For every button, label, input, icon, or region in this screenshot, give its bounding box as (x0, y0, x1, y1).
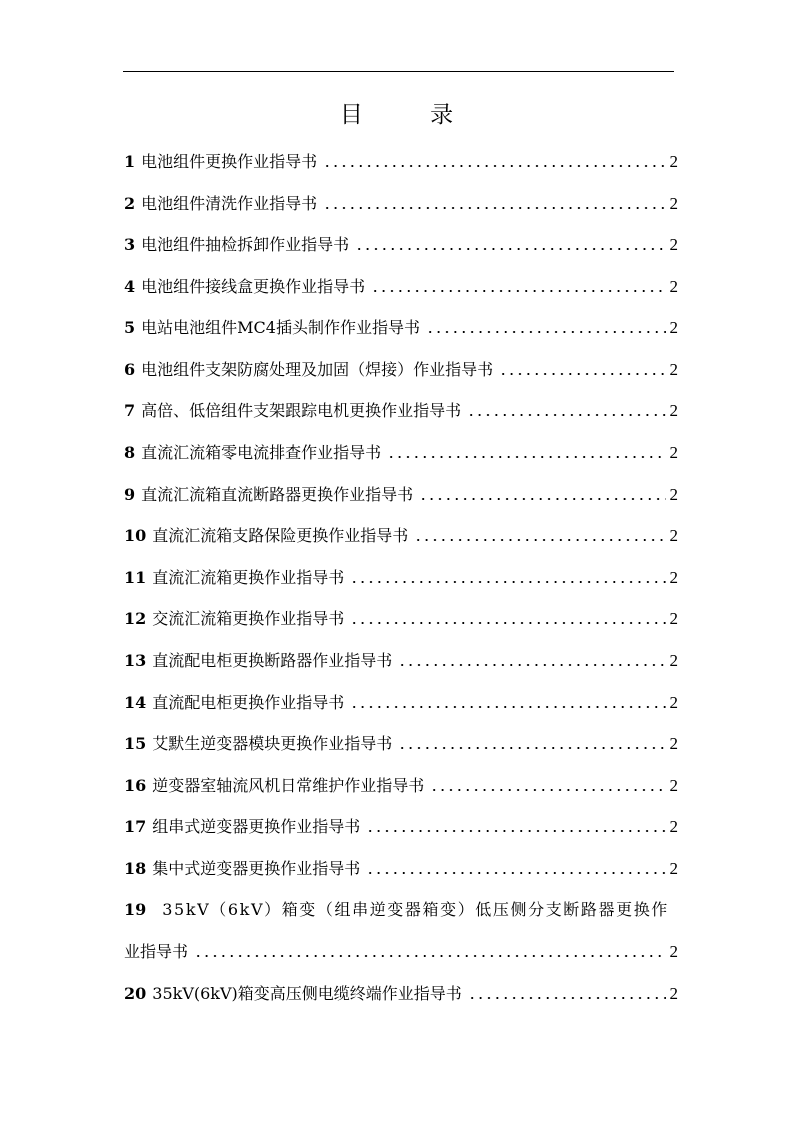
toc-entry-7[interactable] (124, 393, 680, 421)
toc-entry-number: 6 (124, 360, 136, 379)
dot-leader (350, 621, 665, 625)
toc-entry-17[interactable] (124, 809, 680, 837)
toc-entry-title: 电池组件抽检拆卸作业指导书 (141, 235, 350, 254)
toc-entry-title: 直流汇流箱支路保险更换作业指导书 (152, 526, 409, 545)
toc-entry-number: 7 (124, 401, 136, 420)
toc-entry-18[interactable] (124, 851, 680, 879)
toc-entry-title: 直流配电柜更换作业指导书 (152, 693, 345, 712)
toc-entry-4[interactable] (124, 269, 680, 297)
toc-entry-number: 8 (124, 443, 136, 462)
toc-entry-19-line1 (124, 892, 680, 920)
dot-leader (468, 996, 666, 1000)
toc-entry-title: 集中式逆变器更换作业指导书 (152, 859, 361, 878)
toc-entry-number: 13 (124, 651, 147, 670)
dot-leader (323, 164, 665, 168)
dot-leader (499, 372, 665, 376)
toc-entry-15[interactable] (124, 726, 680, 754)
dot-leader (430, 788, 665, 792)
dot-leader (467, 413, 665, 417)
toc-entry-page: 2 (669, 651, 678, 670)
toc-entry-page: 2 (669, 942, 678, 961)
toc-entry-page: 2 (669, 360, 678, 379)
dot-leader (323, 206, 665, 210)
dot-leader (366, 871, 665, 875)
dot-leader (387, 455, 665, 459)
toc-entry-number: 4 (124, 277, 136, 296)
toc-entry-number: 19 (124, 900, 147, 919)
toc-entry-title: 组串式逆变器更换作业指导书 (152, 817, 361, 836)
dot-leader (350, 580, 665, 584)
toc-entry-page: 2 (669, 734, 678, 753)
toc-entry-title: 35kV(6kV)箱变高压侧电缆终端作业指导书 (152, 984, 462, 1003)
toc-entry-10[interactable] (124, 518, 680, 546)
toc-entry-title: 逆变器室轴流风机日常维护作业指导书 (152, 776, 425, 795)
toc-entry-title: 直流汇流箱更换作业指导书 (152, 568, 345, 587)
toc-entry-page: 2 (669, 485, 678, 504)
toc-entry-number: 11 (124, 568, 147, 587)
toc-entry-page: 2 (669, 194, 678, 213)
toc-entry-title: 电站电池组件MC4插头制作作业指导书 (141, 318, 420, 337)
toc-entry-number: 18 (124, 859, 147, 878)
toc-entry-13[interactable] (124, 643, 680, 671)
dot-leader (371, 289, 665, 293)
toc-entry-title: 高倍、低倍组件支架跟踪电机更换作业指导书 (141, 401, 462, 420)
toc-entry-6[interactable] (124, 352, 680, 380)
dot-leader (194, 954, 665, 958)
toc-entry-number: 9 (124, 485, 136, 504)
dot-leader (398, 746, 665, 750)
toc-entry-page: 2 (669, 609, 678, 628)
toc-entry-page: 2 (669, 235, 678, 254)
toc-entry-number: 5 (124, 318, 136, 337)
toc-entry-14[interactable] (124, 685, 680, 713)
dot-leader (350, 705, 665, 709)
toc-entry-16[interactable] (124, 768, 680, 796)
toc-entry-title: 电池组件接线盒更换作业指导书 (141, 277, 366, 296)
toc-entry-page: 2 (669, 776, 678, 795)
toc-entry-title: 交流汇流箱更换作业指导书 (152, 609, 345, 628)
toc-entry-page: 2 (669, 984, 678, 1003)
dot-leader (398, 663, 665, 667)
toc-entry-9[interactable] (124, 477, 680, 505)
toc-entry-title: 35kV（6kV）箱变（组串逆变器箱变）低压侧分支断路器更换作 (162, 900, 669, 919)
toc-entry-3[interactable] (124, 227, 680, 255)
toc-entry-11[interactable] (124, 560, 680, 588)
toc-entry-8[interactable] (124, 435, 680, 463)
toc-entry-page: 2 (669, 526, 678, 545)
toc-entry-title-continued: 业指导书 (124, 942, 189, 961)
toc-entry-number: 20 (124, 984, 147, 1003)
toc-entry-title: 直流汇流箱直流断路器更换作业指导书 (141, 485, 414, 504)
toc-entry-page: 2 (669, 152, 678, 171)
toc-entry-title: 直流汇流箱零电流排查作业指导书 (141, 443, 382, 462)
toc-entry-number: 1 (124, 152, 136, 171)
dot-leader (419, 497, 665, 501)
toc-entry-number: 12 (124, 609, 147, 628)
toc-entry-number: 3 (124, 235, 136, 254)
toc-entry-page: 2 (669, 277, 678, 296)
toc-entry-page: 2 (669, 693, 678, 712)
toc-entry-page: 2 (669, 817, 678, 836)
toc-entry-20[interactable] (124, 976, 680, 1004)
toc-entry-title: 电池组件支架防腐处理及加固（焊接）作业指导书 (141, 360, 494, 379)
toc-entry-page: 2 (669, 859, 678, 878)
toc-entry-number: 16 (124, 776, 147, 795)
toc-entry-number: 15 (124, 734, 147, 753)
toc-entry-number: 17 (124, 817, 147, 836)
dot-leader (414, 538, 665, 542)
toc-entry-12[interactable] (124, 601, 680, 629)
toc-entry-19[interactable] (124, 892, 680, 964)
toc-entry-number: 10 (124, 526, 147, 545)
toc-entry-title: 艾默生逆变器模块更换作业指导书 (152, 734, 393, 753)
dot-leader (355, 247, 665, 251)
toc-entry-19-line2 (124, 934, 680, 962)
dot-leader (426, 330, 666, 334)
toc-entry-title: 电池组件清洗作业指导书 (141, 194, 318, 213)
toc-entry-page: 2 (669, 568, 678, 587)
toc-entry-5[interactable] (124, 310, 680, 338)
toc-entry-number: 2 (124, 194, 136, 213)
toc-entry-title: 电池组件更换作业指导书 (141, 152, 318, 171)
toc-entry-2[interactable] (124, 186, 680, 214)
header-rule (123, 71, 674, 72)
toc-title: 目 录 (339, 102, 484, 128)
toc-entry-number: 14 (124, 693, 147, 712)
toc-entry-page: 2 (669, 318, 678, 337)
toc-entry-title: 直流配电柜更换断路器作业指导书 (152, 651, 393, 670)
toc-entry-page: 2 (669, 401, 678, 420)
toc-entry-page: 2 (669, 443, 678, 462)
toc-entry-1[interactable] (124, 144, 680, 172)
dot-leader (366, 829, 665, 833)
